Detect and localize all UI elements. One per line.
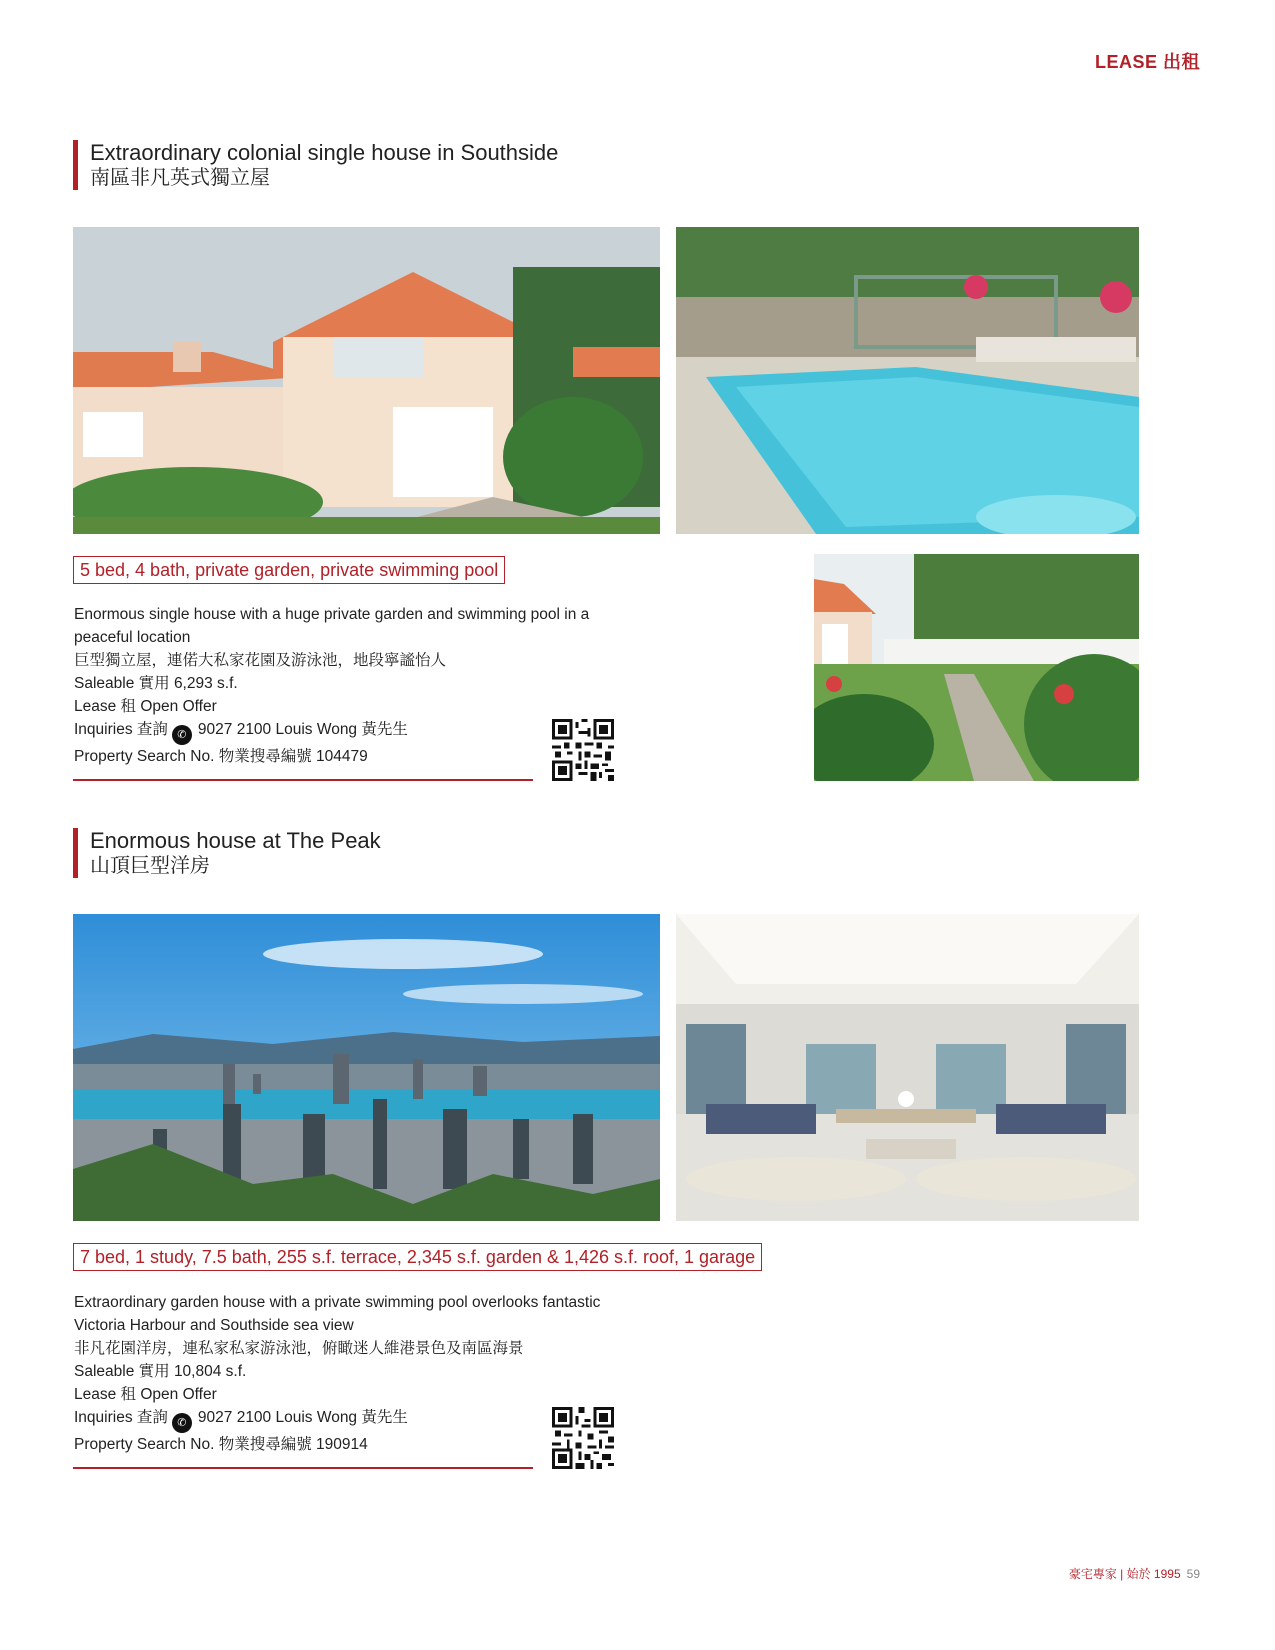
listing-1-lease: Lease 租 Open Offer <box>74 698 217 715</box>
listing-1-qr-code-icon[interactable] <box>552 719 614 781</box>
listing-1-features: 5 bed, 4 bath, private garden, private swimming pool <box>73 556 505 584</box>
listing-2-title-en: Enormous house at The Peak <box>90 828 381 853</box>
photo-garden-path <box>814 554 1139 781</box>
listing-2-title <box>73 828 381 878</box>
listing-2-lease: Lease 租 Open Offer <box>74 1386 217 1403</box>
listing-1-inquiries-label: Inquiries 查詢 <box>74 721 168 738</box>
photo-colonial-house <box>73 227 660 534</box>
section-label: LEASE 出租 <box>1094 52 1200 72</box>
photo-living-room <box>676 914 1139 1221</box>
listing-1-title <box>73 140 558 190</box>
footer-brand: 豪宅專家 | 始於 1995 <box>1068 1567 1181 1581</box>
listing-2-search-no: Property Search No. 物業搜尋編號 190914 <box>74 1436 368 1453</box>
listing-1-saleable: Saleable 實用 6,293 s.f. <box>74 675 238 692</box>
page-footer <box>900 1565 1200 1582</box>
listing-2-saleable: Saleable 實用 10,804 s.f. <box>74 1363 247 1380</box>
listing-2-inquiries <box>74 1406 634 1433</box>
listing-2-description-zh: 非凡花園洋房，連私家私家游泳池，俯瞰迷人維港景色及南區海景 <box>74 1340 524 1357</box>
whatsapp-icon[interactable]: ✆ <box>172 725 192 745</box>
listing-2-details <box>74 1291 634 1456</box>
listing-2-inquiries-contact[interactable]: 9027 2100 Louis Wong 黃先生 <box>197 1409 408 1426</box>
listing-1-inquiries-contact[interactable]: 9027 2100 Louis Wong 黃先生 <box>197 721 408 738</box>
listing-1-description-en: Enormous single house with a huge private garden and swimming pool in a peaceful location <box>74 606 590 646</box>
listing-2-features: 7 bed, 1 study, 7.5 bath, 255 s.f. terrace, 2,345 s.f. garden & 1,426 s.f. roof, 1 garage <box>73 1243 762 1271</box>
photo-victoria-harbour <box>73 914 660 1221</box>
listing-1-title-zh: 南區非凡英式獨立屋 <box>90 167 270 189</box>
page-number: 59 <box>1186 1567 1200 1581</box>
listing-1-details <box>74 603 634 768</box>
listing-1-title-en: Extraordinary colonial single house in Southside <box>90 140 559 165</box>
listing-1-inquiries <box>74 718 634 745</box>
photo-swimming-pool <box>676 227 1139 534</box>
listing-1-search-no: Property Search No. 物業搜尋編號 104479 <box>74 748 368 765</box>
listing-1-divider <box>73 779 533 781</box>
listing-2-qr-code-icon[interactable] <box>552 1407 614 1469</box>
listing-1-description-zh: 巨型獨立屋，連偌大私家花園及游泳池，地段寧謐怡人 <box>74 652 447 669</box>
whatsapp-icon[interactable]: ✆ <box>172 1413 192 1433</box>
listing-2-description-en: Extraordinary garden house with a private swimming pool overlooks fantastic Victoria Harbour and Southside sea view <box>74 1294 601 1334</box>
listing-2-divider <box>73 1467 533 1469</box>
listing-2-inquiries-label: Inquiries 查詢 <box>74 1409 168 1426</box>
listing-2-title-zh: 山頂巨型洋房 <box>90 855 210 877</box>
